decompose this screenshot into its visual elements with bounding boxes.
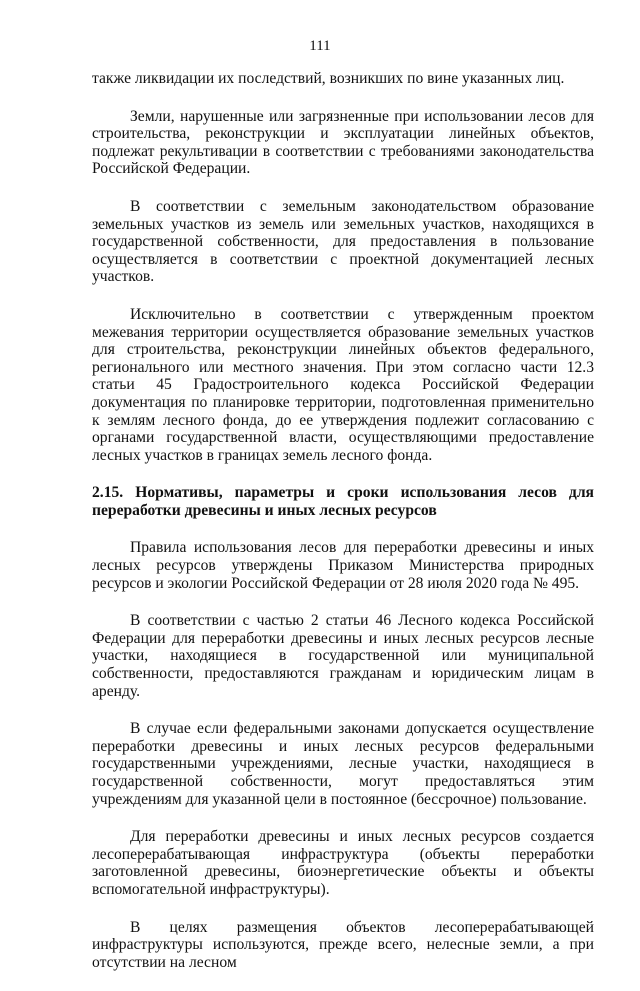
paragraph: Правила использования лесов для переработки древесины и иных лесных ресурсов утверждены Приказом Министерства природных ресурсов и экологии Российской Федерации от 28 июля 2020 года № 495. [92, 539, 594, 592]
paragraph: В соответствии с частью 2 статьи 46 Лесного кодекса Российской Федерации для переработки древесины и иных лесных ресурсов лесные участки, находящиеся в государственной или муниципальной собственности, предоставляются гражданам и юридическим лицам в аренду. [92, 612, 594, 700]
page-number: 111 [309, 38, 331, 54]
paragraph-continuation: также ликвидации их последствий, возникших по вине указанных лиц. [92, 70, 565, 87]
paragraph: Для переработки древесины и иных лесных ресурсов создается лесоперерабатывающая инфраструктура (объекты переработки заготовленной древесины, биоэнергетические объекты и объекты вспомогательной инфраструктуры). [92, 828, 594, 898]
section-heading: 2.15. Нормативы, параметры и сроки использования лесов для переработки древесины и иных лесных ресурсов [92, 484, 594, 519]
paragraph: В соответствии с земельным законодательством образование земельных участков из земель или земельных участков, находящихся в государственной собственности, для предоставления в пользование осуществляется в соответствии с проектной документацией лесных участков. [92, 197, 594, 286]
paragraph: В целях размещения объектов лесоперерабатывающей инфраструктуры используются, прежде всего, нелесные земли, а при отсутствии на лесном [92, 918, 594, 971]
paragraph: Исключительно в соответствии с утвержденным проектом межевания территории осуществляется образование земельных участков для строительства, реконструкции линейных объектов федерального, регионального или местного значения. При этом согласно части 12.3 статьи 45 Градостроительного кодекса Российской Федерации документация по планировке территории, подготовленная применительно к землям лесного фонда, до ее утверждения подлежит согласованию с органами государственной власти, осуществляющими предоставление лесных участков в границах земель лесного фонда. [92, 305, 594, 464]
document-body [92, 70, 594, 991]
paragraph: В случае если федеральными законами допускается осуществление переработки древесины и иных лесных ресурсов федеральными государственными учреждениями, лесные участки, находящиеся в государственной собственности, могут предоставляться этим учреждениям для указанной цели в постоянное (бессрочное) пользование. [92, 720, 594, 808]
paragraph: Земли, нарушенные или загрязненные при использовании лесов для строительства, реконструкции и эксплуатации линейных объектов, подлежат рекультивации в соответствии с требованиями законодательства Российской Федерации. [92, 107, 594, 178]
